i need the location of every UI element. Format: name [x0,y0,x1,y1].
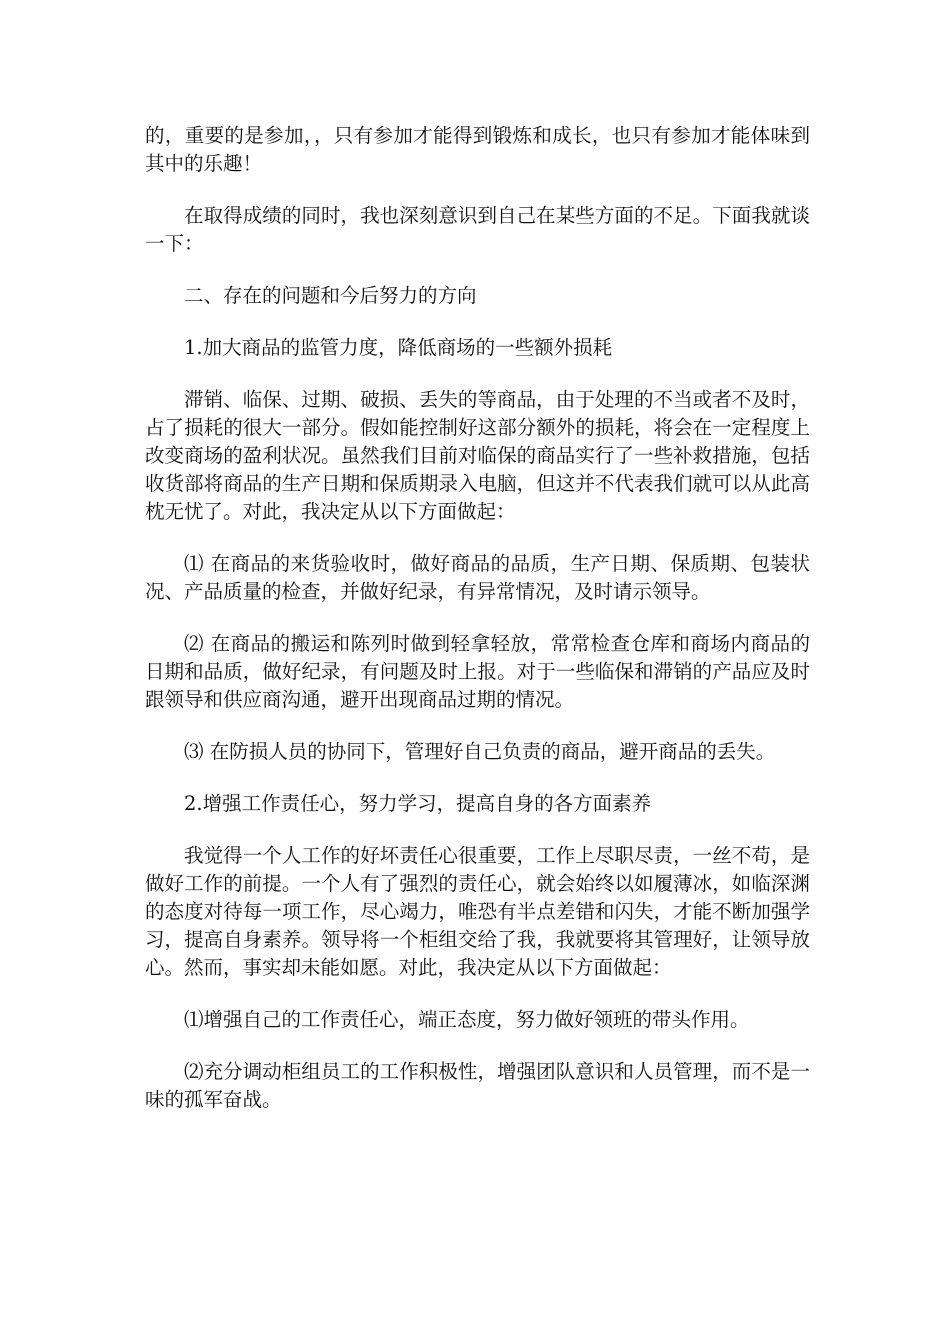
paragraph-body: 我觉得一个人工作的好坏责任心很重要，工作上尽职尽责，一丝不苟，是做好工作的前提。一个人有了强烈的责任心，就会始终以如履薄冰，如临深渊的态度对待每一项工作，尽心竭力，唯恐有半点差错和闪失，才能不断加强学习，提高自身素养。领导将一个柜组交给了我，我就要将其管理好，让领导放心。然而，事实却未能如愿。对此，我决定从以下方面做起： [145,844,810,979]
subsection-heading-1: 1.加大商品的监管力度，降低商场的一些额外损耗 [184,336,613,359]
paragraph-body: 滞销、临保、过期、破损、丢失的等商品，由于处理的不当或者不及时，占了损耗的很大一部分。假如能控制好这部分额外的损耗，将会在一定程度上改变商场的盈利状况。虽然我们目前对临保的商品实行了一些补救措施，包括收货部将商品的生产日期和保质期录入电脑，但这并不代表我们就可以从此高枕无忧了。对此，我决定从以下方面做起： [145,388,810,523]
paragraph-intro: 在取得成绩的同时，我也深刻意识到自己在某些方面的不足。下面我就谈一下： [145,204,810,255]
subsection-heading-2: 2.增强工作责任心，努力学习，提高自身的各方面素养 [184,792,652,815]
paragraph-continuation: 的，重要的是参加，，只有参加才能得到锻炼和成长，也只有参加才能体味到其中的乐趣！ [145,124,810,175]
section-heading: 二、存在的问题和今后努力的方向 [184,284,477,307]
list-item: ⑴增强自己的工作责任心，端正态度，努力做好领班的带头作用。 [184,1008,750,1031]
list-item: ⑵ 在商品的搬运和陈列时做到轻拿轻放，常常检查仓库和商场内商品的日期和品质，做好纪录，有问题及时上报。对于一些临保和滞销的产品应及时跟领导和供应商沟通，避开出现商品过期的情况。 [145,632,810,711]
list-item: ⑵充分调动柜组员工的工作积极性，增强团队意识和人员管理，而不是一味的孤军奋战。 [145,1060,810,1111]
document-page [145,122,810,1138]
list-item: ⑶ 在防损人员的协同下，管理好自己负责的商品，避开商品的丢失。 [184,740,776,763]
list-item: ⑴ 在商品的来货验收时，做好商品的品质，生产日期、保质期、包装状况、产品质量的检查，并做好纪录，有异常情况，及时请示领导。 [145,552,810,603]
